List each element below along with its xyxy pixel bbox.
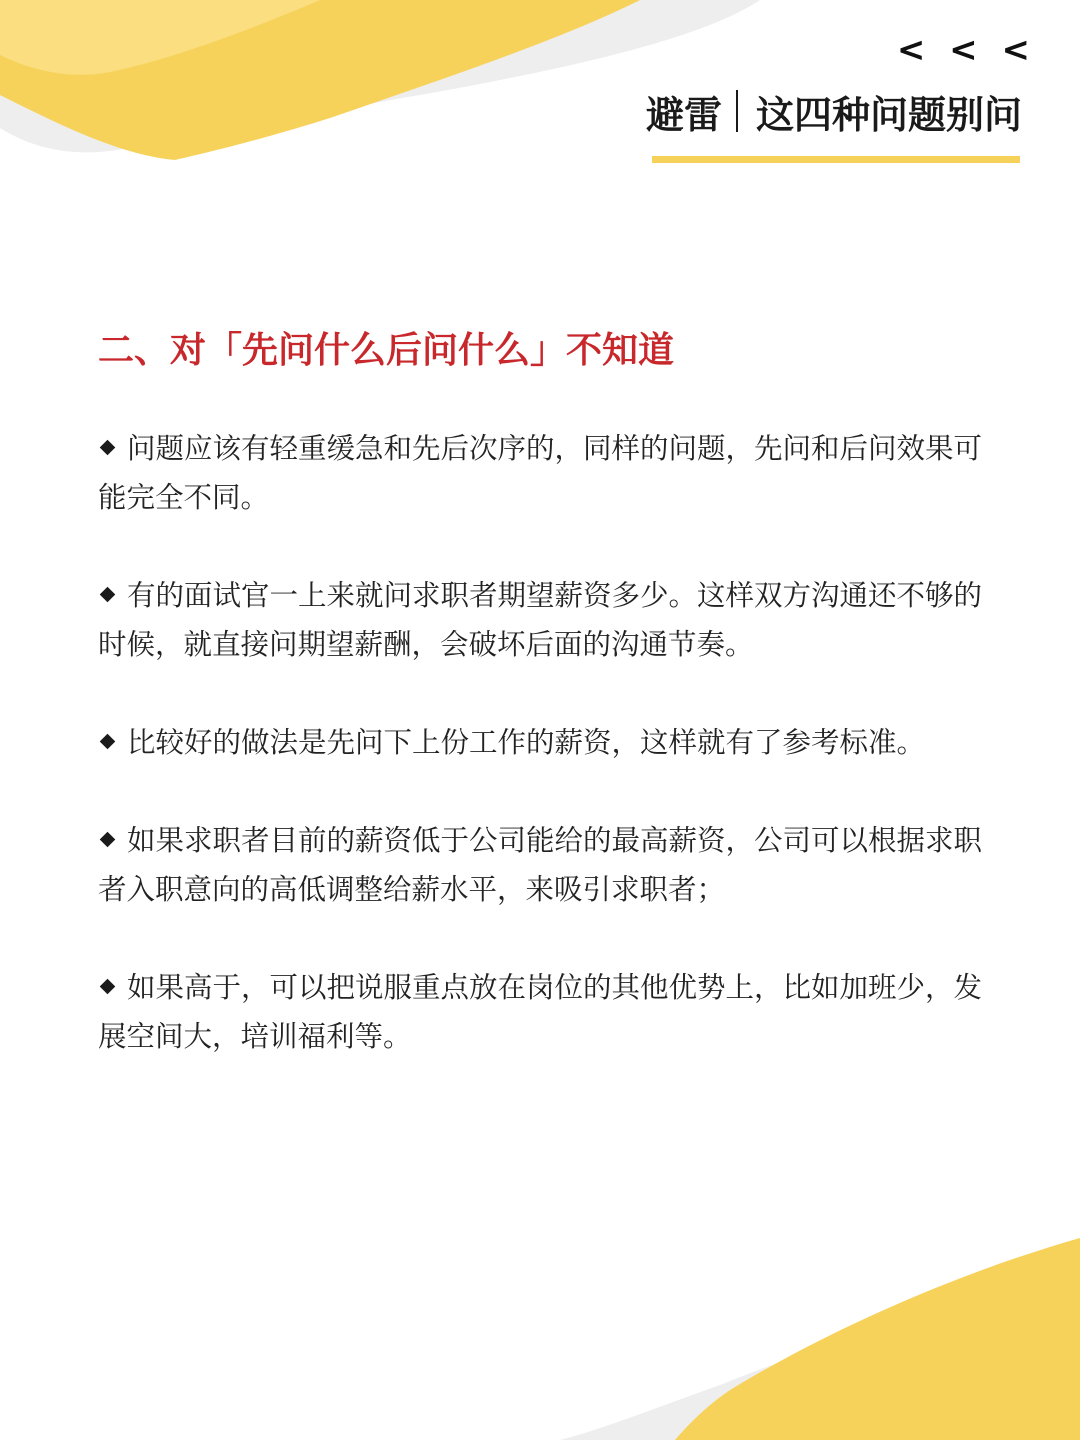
diamond-bullet-icon (100, 587, 116, 603)
list-item-text: 如果求职者目前的薪资低于公司能给的最高薪资，公司可以根据求职者入职意向的高低调整给薪水平，来吸引求职者； (98, 824, 983, 906)
page-title (646, 84, 1022, 138)
bullet-list (98, 424, 1008, 1110)
title-divider (736, 90, 738, 132)
list-item (98, 963, 1008, 1061)
list-item (98, 816, 1008, 914)
diamond-bullet-icon (100, 979, 116, 995)
title-underline (652, 156, 1020, 163)
diamond-bullet-icon (100, 734, 116, 750)
diamond-bullet-icon (100, 832, 116, 848)
list-item-text: 有的面试官一上来就问求职者期望薪资多少。这样双方沟通还不够的时候，就直接问期望薪酬，会破坏后面的沟通节奏。 (98, 579, 983, 661)
list-item (98, 718, 1008, 767)
diamond-bullet-icon (100, 440, 116, 456)
title-right: 这四种问题别问 (755, 92, 1022, 137)
list-item-text: 问题应该有轻重缓急和先后次序的，同样的问题，先问和后问效果可能完全不同。 (98, 432, 983, 514)
title-left: 避雷 (645, 92, 722, 137)
bottom-yellow-wave (675, 1238, 1080, 1440)
chevron-left-icon[interactable]: < < < (896, 30, 1036, 70)
list-item (98, 571, 1008, 669)
list-item-text: 如果高于，可以把说服重点放在岗位的其他优势上，比如加班少，发展空间大，培训福利等。 (98, 971, 983, 1053)
list-item-text: 比较好的做法是先问下上份工作的薪资，这样就有了参考标准。 (127, 726, 926, 759)
list-item (98, 424, 1008, 522)
section-heading: 二、对「先问什么后问什么」不知道 (98, 330, 675, 371)
